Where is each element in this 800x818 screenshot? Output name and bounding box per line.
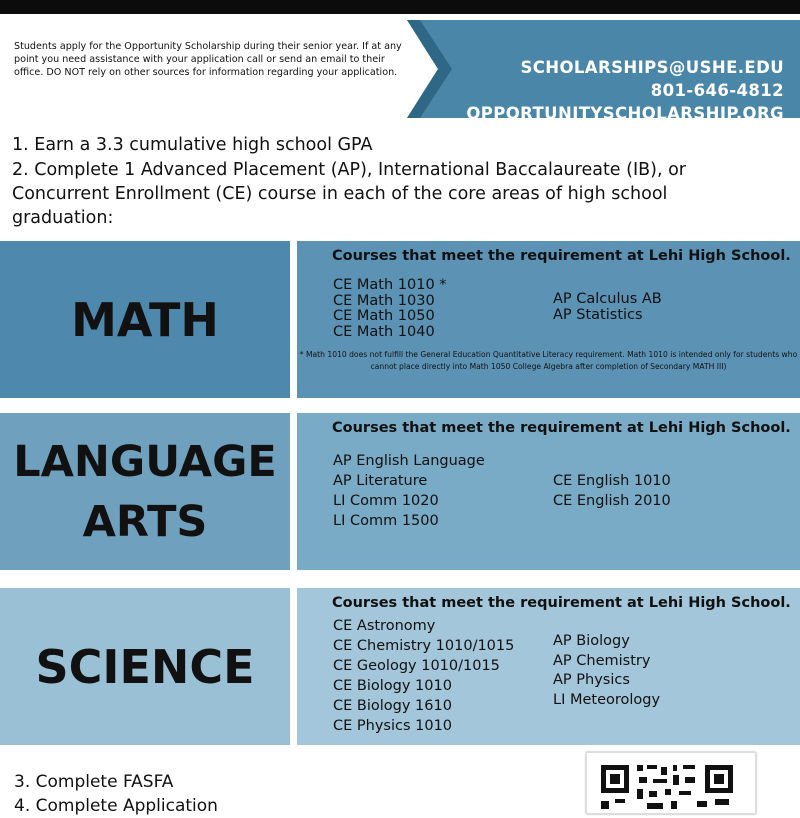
contact-website[interactable]: OPPORTUNITYSCHOLARSHIP.ORG [466, 104, 784, 123]
math-category-box [0, 241, 290, 398]
science-title: SCIENCE [35, 639, 255, 694]
science-courses-right [553, 632, 660, 710]
list-item: CE Physics 1010 [333, 718, 453, 734]
language-arts-category-box [0, 413, 290, 570]
science-category-box [0, 588, 290, 745]
list-item: AP English Language [333, 453, 485, 469]
science-courses-heading: Courses that meet the requirement at Lehi High School. [332, 595, 791, 611]
math-title: MATH [71, 292, 219, 347]
language-courses-heading: Courses that meet the requirement at Lehi High School. [332, 420, 791, 436]
science-courses-left [333, 616, 514, 736]
intro-text: Students apply for the Opportunity Scholarship during their senior year. If at any point you need assistance with your application call or send an email to their office. DO NOT rely on other sources for information regarding your application. [14, 41, 402, 78]
requirement-1: 1. Earn a 3.3 cumulative high school GPA [12, 135, 373, 155]
math-courses-right [553, 292, 662, 323]
language-arts-courses-box [297, 413, 800, 570]
list-item: CE Astronomy [333, 618, 436, 634]
list-item: LI Comm 1020 [333, 493, 439, 509]
requirement-4: 4. Complete Application [14, 796, 218, 816]
remaining-requirements [14, 770, 218, 818]
list-item: AP Chemistry [553, 652, 651, 669]
math-courses-heading: Courses that meet the requirement at Lehi High School. [332, 248, 791, 264]
list-item: AP Literature [333, 473, 428, 489]
list-item: CE Biology 1610 [333, 698, 452, 714]
list-item: AP Physics [553, 672, 630, 688]
math-footnote: * Math 1010 does not fulfill the General Education Quantitative Literacy requirement. Math 1010 is intended only for students who cannot place directly into Math 1050 College Algebra after completion of Secondary MATH III) [299, 350, 798, 371]
language-title-line1: LANGUAGE [13, 436, 277, 487]
science-courses-box [297, 588, 800, 745]
list-item: CE Geology 1010/1015 [333, 658, 500, 674]
language-courses-left [333, 451, 485, 531]
list-item: AP Biology [553, 633, 630, 649]
list-item: CE English 2010 [553, 493, 671, 509]
language-courses-right [553, 471, 671, 511]
list-item: CE Math 1010 * [333, 277, 447, 293]
list-item: AP Calculus AB [553, 291, 662, 307]
list-item: LI Comm 1500 [333, 513, 439, 529]
math-courses-left [333, 278, 447, 340]
contact-phone[interactable]: 801-646-4812 [650, 81, 784, 100]
list-item: LI Meteorology [553, 691, 661, 708]
qr-code-graphic [587, 753, 755, 813]
requirement-3: 3. Complete FASFA [14, 772, 174, 792]
top-black-bar [0, 0, 800, 14]
list-item: CE English 1010 [553, 473, 671, 489]
math-courses-box [297, 241, 800, 398]
language-title-line2: ARTS [82, 496, 208, 547]
list-item: AP Statistics [553, 306, 643, 323]
list-item: CE Math 1040 [333, 323, 435, 340]
list-item: CE Math 1050 [333, 308, 435, 324]
contact-info [466, 56, 784, 125]
list-item: CE Biology 1010 [333, 678, 452, 694]
list-item: CE Chemistry 1010/1015 [333, 638, 515, 654]
qr-code-icon[interactable] [586, 752, 756, 814]
contact-email[interactable]: SCHOLARSHIPS@USHE.EDU [520, 58, 784, 77]
list-item: CE Math 1030 [333, 292, 435, 309]
requirement-2: 2. Complete 1 Advanced Placement (AP), International Baccalaureate (IB), or Concurrent Enrollment (CE) course in each of the core areas of high school graduation: [12, 160, 686, 228]
